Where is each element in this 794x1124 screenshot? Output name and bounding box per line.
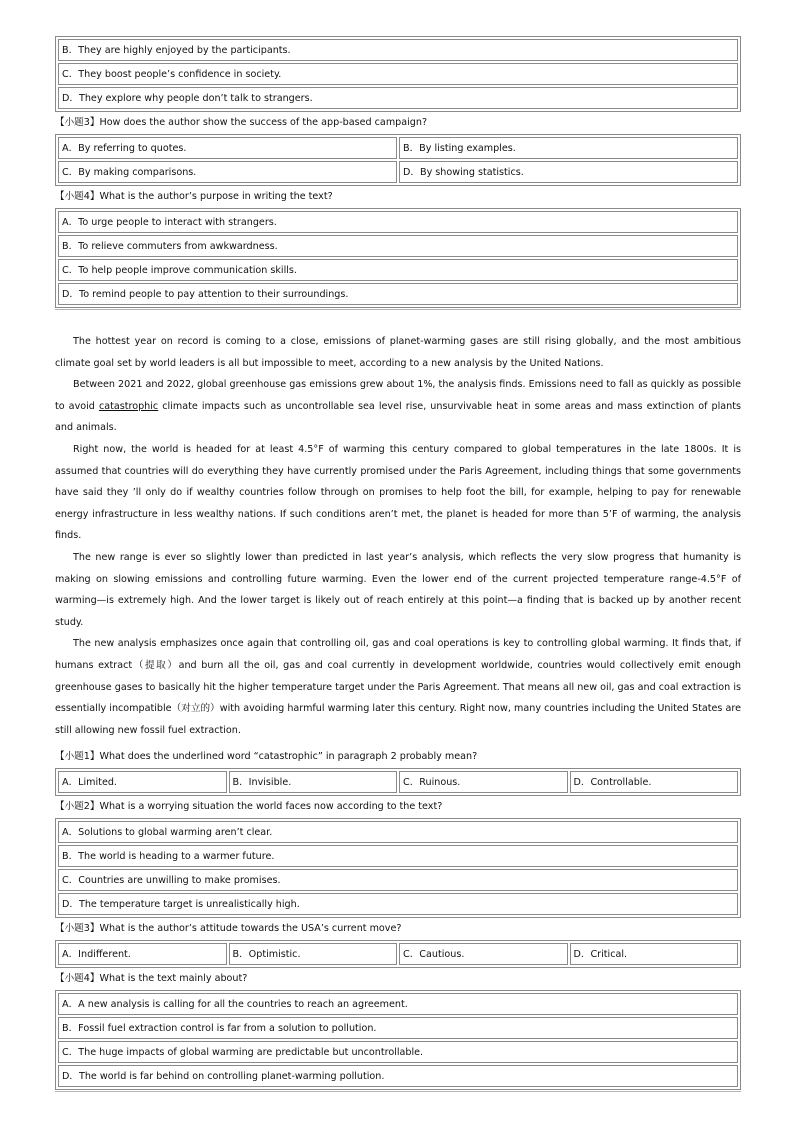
paragraph-2 [55,374,741,439]
option-b[interactable]: B．Optimistic. [229,943,398,965]
option-d[interactable]: D．Controllable. [570,771,739,793]
exam-page [55,36,741,1092]
paragraph-2-text: Between 2021 and 2022, global greenhouse gas emissions grew about 1%, the analysis finds. Emissions need to fall as quickly as possible to avoid [55,379,741,412]
prev-q4-options [55,208,741,308]
question-stem: 【小题2】What is a worrying situation the world faces now according to the text? [55,801,443,813]
q4-options [55,990,741,1090]
option-a[interactable]: A．Limited. [58,771,227,793]
prev-q3-options [55,134,741,186]
option-a[interactable]: A．Indifferent. [58,943,227,965]
option-d[interactable]: D．To remind people to pay attention to their surroundings. [58,283,738,305]
option-a[interactable]: A．Solutions to global warming aren’t clear. [58,821,738,843]
q1-options [55,768,741,796]
question-stem: 【小题3】What is the author’s attitude towards the USA’s current move? [55,923,402,935]
option-d[interactable]: D．Critical. [570,943,739,965]
option-c[interactable]: C．The huge impacts of global warming are predictable but uncontrollable. [58,1041,738,1063]
option-d[interactable]: D．By showing statistics. [399,161,738,183]
paragraph-3: Right now, the world is headed for at least 4.5°F of warming this century compared to global temperatures in the late 1800s. It is assumed that countries will do everything they have currently promised under the Paris Agreement, including things that some governments have said they ’ll only do if wealthy countries follow through on promises to help foot the bill, for example, helping to pay for renewable energy infrastructure in less wealthy nations. If such conditions aren’t met, the planet is headed for more than 5’F of warming, the analysis finds. [55,443,741,542]
option-b[interactable]: B．To relieve commuters from awkwardness. [58,235,738,257]
option-c[interactable]: C．Cautious. [399,943,568,965]
section-divider [55,1091,741,1092]
question-stem: 【小题4】What is the author’s purpose in writing the text? [55,191,333,202]
reading-passage [55,310,741,746]
option-d[interactable]: D．They explore why people don’t talk to strangers. [58,87,738,109]
paragraph-4: The new range is ever so slightly lower than predicted in last year’s analysis, which reflects the very slow progress that humanity is making on slowing emissions and controlling future warming. Even the lower end of the current projected temperature range-4.5°F of warming—is extremely high. And the lower target is likely out of reach entirely at this point—a finding that is backed up by another recent study. [55,551,741,628]
paragraph-1: The hottest year on record is coming to a close, emissions of planet-warming gases are still rising globally, and the most ambitious climate goal set by world leaders is all but impossible to meet, according to a new analysis by the United Nations. [55,336,741,369]
underlined-word: catastrophic [98,400,159,412]
question-stem: 【小题1】What does the underlined word “catastrophic” in paragraph 2 probably mean? [55,751,478,763]
option-a[interactable]: A．By referring to quotes. [58,137,397,159]
paragraph-2-text-end: climate impacts such as uncontrollable sea level rise, unsurvivable heat in some areas and mass extinction of plants and animals. [55,400,741,434]
paragraph-5: The new analysis emphasizes once again that controlling oil, gas and coal operations is key to controlling global warming. It finds that, if humans extract（提取）and burn all the oil, gas and coal currently in development worldwide, countries would collectively emit enough greenhouse gases to basically hit the higher temperature target under the Paris Agreement. That means all new oil, gas and coal extraction is essentially incompatible（对立的）with avoiding harmful warming later this century. Right now, many countries including the United States are still allowing new fossil fuel extraction. [55,638,741,736]
question-stem: 【小题4】What is the text mainly about? [55,973,248,985]
q3-options [55,940,741,968]
option-c[interactable]: C．Ruinous. [399,771,568,793]
q2-options [55,818,741,918]
option-c[interactable]: C．By making comparisons. [58,161,397,183]
option-b[interactable]: B．The world is heading to a warmer future. [58,845,738,867]
option-d[interactable]: D．The temperature target is unrealistically high. [58,893,738,915]
option-a[interactable]: A．To urge people to interact with strangers. [58,211,738,233]
option-b[interactable]: B．Invisible. [229,771,398,793]
option-b[interactable]: B．They are highly enjoyed by the participants. [58,39,738,61]
option-d[interactable]: D．The world is far behind on controlling planet-warming pollution. [58,1065,738,1087]
option-c[interactable]: C．To help people improve communication skills. [58,259,738,281]
question-stem: 【小题3】How does the author show the success of the app-based campaign? [55,117,428,128]
option-b[interactable]: B．Fossil fuel extraction control is far from a solution to pollution. [58,1017,738,1039]
prev-q2-options [55,36,741,112]
option-b[interactable]: B．By listing examples. [399,137,738,159]
option-c[interactable]: C．Countries are unwilling to make promises. [58,869,738,891]
option-a[interactable]: A．A new analysis is calling for all the countries to reach an agreement. [58,993,738,1015]
option-c[interactable]: C．They boost people’s confidence in society. [58,63,738,85]
